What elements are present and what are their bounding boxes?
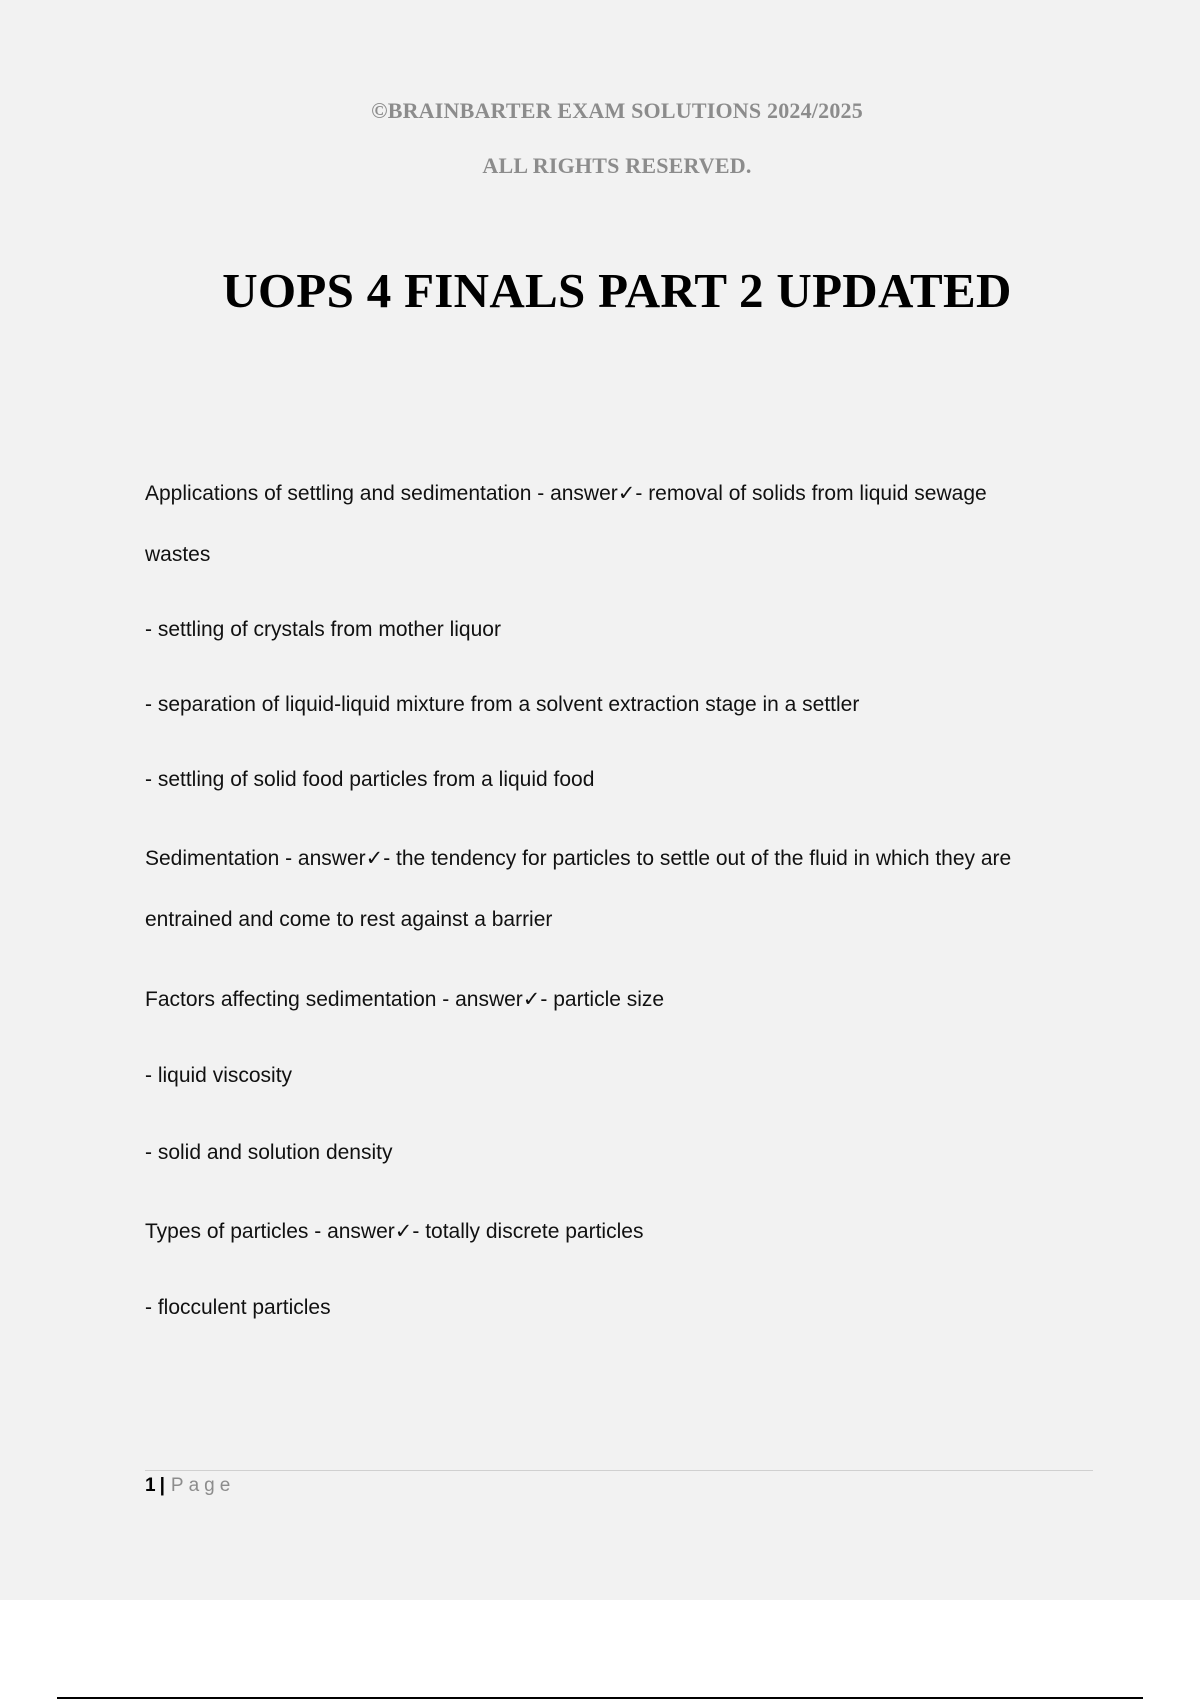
body-line: Sedimentation - answer✓- the tendency for particles to settle out of the fluid in which they are: [145, 847, 1012, 870]
body-line: Applications of settling and sedimentation - answer✓- removal of solids from liquid sewage: [145, 482, 987, 505]
bottom-divider: [57, 1697, 1143, 1699]
page-number: 1: [145, 1475, 156, 1496]
body-line: - separation of liquid-liquid mixture from a solvent extraction stage in a settler: [145, 693, 860, 716]
rights-reserved-header: ALL RIGHTS RESERVED.: [482, 153, 752, 178]
copyright-header: ©BRAINBARTER EXAM SOLUTIONS 2024/2025: [371, 98, 863, 123]
body-line: entrained and come to rest against a barrier: [145, 908, 553, 931]
body-line: - solid and solution density: [145, 1141, 393, 1164]
body-line: - flocculent particles: [145, 1296, 331, 1319]
document-title: UOPS 4 FINALS PART 2 UPDATED: [222, 263, 1012, 318]
body-line: wastes: [145, 543, 211, 566]
footer-divider: [145, 1470, 1093, 1471]
body-line: Factors affecting sedimentation - answer✓- particle size: [145, 988, 665, 1011]
body-line: - settling of crystals from mother liquor: [145, 618, 501, 641]
body-line: - liquid viscosity: [145, 1064, 293, 1087]
body-line: Types of particles - answer✓- totally discrete particles: [145, 1220, 644, 1243]
body-line: - settling of solid food particles from a liquid food: [145, 768, 595, 791]
page-label: Page: [170, 1475, 236, 1496]
footer-separator: |: [159, 1475, 165, 1496]
page-footer: [145, 1475, 235, 1497]
